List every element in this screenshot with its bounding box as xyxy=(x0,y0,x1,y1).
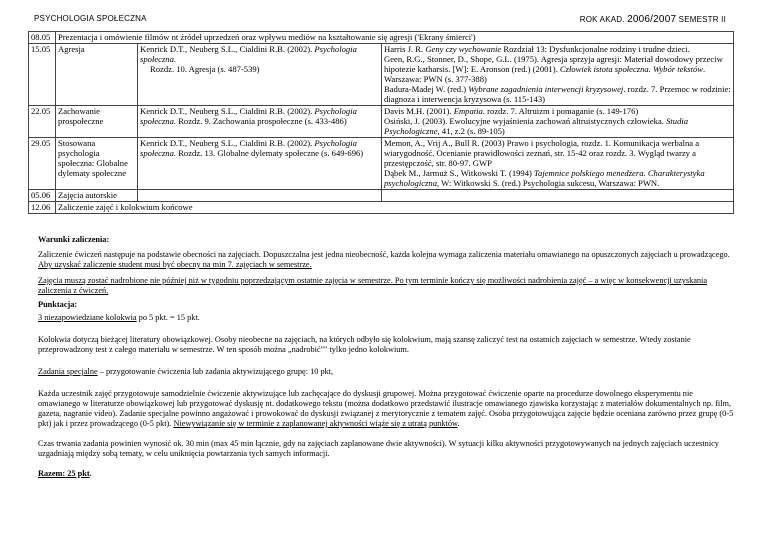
row-topic: Prezentacja i omówienie filmów nt źródeł uprzedzeń oraz wpływu mediów na kształtowanie się agresji ('Ekrany śmierci') xyxy=(56,32,734,44)
special-task-points: Zadania specjalne – przygotowanie ćwiczenia lub zadania aktywizującego grupę: 10 pkt, xyxy=(38,367,334,376)
row-date: 08.05 xyxy=(29,32,56,44)
row-reading: Kenrick D.T., Neuberg S.L., Cialdini R.B. (2002). Psychologia społeczna. Rozdz. 9. Zachowania prospołeczne (s. 433-486) xyxy=(138,106,382,138)
row-extra-reading xyxy=(382,190,734,202)
row-extra-reading: Davis M.H. (2001). Empatia. rozdz. 7. Altruizm i pomaganie (s. 149-176) Osiński, J. (2003). Ewolucyjne wyjaśnienia zachowań altruistycznych człowieka. Studia Psychologiczne, 41, z.2 (s. 89-105) xyxy=(382,106,734,138)
row-extra-reading: Memon, A., Vrij A., Bull R. (2003) Prawo i psychologia, rozdz. 1. Komunikacja werbalna a wiarygodność. Ocenianie prawidłowości zeznań, str. 15-42 oraz rozdz. 3. Wygląd twarzy a przestępczość, str. 80-97. GWP Dąbek M., Jarmuż S., Witkowski T. (1994) Tajemnice polskiego menedżera. Charakterystyka psychologiczna, W: Witkowski S. (red.) Psychologia sukcesu, Warszawa: PWN. xyxy=(382,138,734,190)
special-task-description: Każda uczestnik zajęć przygotowuje samodzielnie ćwiczenie aktywizujące lub zachęcające do dyskusji grupowej. Można przygotować ćwiczenie oparte na procedurze dowolnego eksperymentu nie omawianego w literaturze obowiązkowej lub przygotować dyskusję nt. dodatkowego tekstu (można dodatkowo przedstawić ilustracje omawianego zjawiska korzystając z materiałów dokumentalnych np. film, gazeta, nagranie video). Zadanie specjalne powinno angażować i prowokować do dyskusji związanej z merytorycznie z tematem zajęć. Osoba przygotowująca zajęcie będzie oceniana zarówno przez grupę (0-5 pkt) jak i przez prowadzącego (0-5 pkt). Niewywiązanie się w terminie z zaplanowanej aktywności wiąże się z utratą punktów. xyxy=(38,389,734,428)
row-reading: Kenrick D.T., Neuberg S.L., Cialdini R.B. (2002). Psychologia społeczna. Rozdz. 13. Globalne dylematy społeczne (s. 649-696) xyxy=(138,138,382,190)
row-date: 12.06 xyxy=(29,202,56,214)
total-points: Razem: 25 pkt. xyxy=(38,469,92,478)
table-row xyxy=(29,202,734,214)
conditions-section xyxy=(38,235,734,479)
schedule-table xyxy=(28,31,734,214)
row-reading xyxy=(138,190,382,202)
row-reading: Kenrick D.T., Neuberg S.L., Cialdini R.B. (2002). Psychologia społeczna. Rozdz. 10. Agresja (s. 487-539) xyxy=(138,44,382,106)
academic-year: ROK AKAD. 2006/2007 SEMESTR II xyxy=(579,14,726,25)
page-header xyxy=(34,14,726,26)
conditions-heading: Warunki zaliczenia: xyxy=(38,235,110,244)
row-date: 29.05 xyxy=(29,138,56,190)
table-row xyxy=(29,138,734,190)
row-date: 22.05 xyxy=(29,106,56,138)
row-extra-reading: Harris J. R. Geny czy wychowanie Rozdział 13: Dysfunkcjonalne rodziny i trudne dzieci. Geen, R.G., Stonner, D., Shope, G.L. (1975). Agresja sprzyja agresji: Materiał dowodowy przeciw hipotezie katharsis. [W]: E. Aronson (red.) (2001). Człowiek istota społeczna. Wybór tekstów. Warszawa: PWN (s. 377-388) Badura-Madej W. (red.) Wybrane zagadnienia interwencji kryzysowej. rozdz. 7. Przemoc w rodzinie: diagnoza i interwencja kryzysowa (s. 115-143) xyxy=(382,44,734,106)
quiz-points: 3 niezapowiedziane kolokwia po 5 pkt. = 15 pkt. xyxy=(38,313,200,322)
table-row xyxy=(29,44,734,106)
row-topic: Zaliczenie zajęć i kolokwium końcowe xyxy=(56,202,734,214)
task-duration-paragraph: Czas trwania zadania powinien wynosić ok. 30 min (max 45 min łącznie, gdy na zajęciach zaplanowane dwie aktywności). W sytuacji kilku aktywności przygotowywanych na jednych zajęciach uczestnicy uzgadniają między sobą tematy, w celu uniknięcia powtarzania tych samych informacji. xyxy=(38,439,719,458)
row-topic: Stosowana psychologia społeczna: Globalne dylematy społeczne xyxy=(56,138,138,190)
row-topic: Agresja xyxy=(56,44,138,106)
row-date: 15.05 xyxy=(29,44,56,106)
makeup-paragraph: Zajęcia muszą zostać nadrobione nie później niż w tygodniu poprzedzającym ostatnie zajęcia w semestrze. Po tym terminie kończy się możliwości nadrobienia zajęć – a więc w konsekwencji uzyskania zaliczenia z ćwiczeń. xyxy=(38,276,708,295)
row-topic: Zajęcia autorskie xyxy=(56,190,138,202)
table-row xyxy=(29,190,734,202)
points-heading: Punktacja: xyxy=(38,300,78,309)
table-row xyxy=(29,106,734,138)
course-name: PSYCHOLOGIA SPOŁECZNA xyxy=(34,14,147,23)
row-date: 05.06 xyxy=(29,190,56,202)
attendance-paragraph: Zaliczenie ćwiczeń następuje na podstawie obecności na zajęciach. Dopuszczalna jest jedna nieobecność, każda kolejna wymaga zaliczenia materiału omawianego na opuszczonych zajęciach u prowadzącego. Aby uzyskać zaliczenie student musi być obecny na min 7. zajęciach w semestrze. xyxy=(38,250,730,269)
table-row xyxy=(29,32,734,44)
quiz-description: Kolokwia dotyczą bieżącej literatury obowiązkowej. Osoby nieobecne na zajęciach, na których odbyło się kolokwium, mają szansę zaliczyć test na ostatnich zajęciach w semestrze. Wtedy zostanie przeprowadzony test z całego materiału w semestrze. W ten sposób można „nadrobić"" tylko jedno kolokwium. xyxy=(38,335,691,354)
row-topic: Zachowanie prospołeczne xyxy=(56,106,138,138)
